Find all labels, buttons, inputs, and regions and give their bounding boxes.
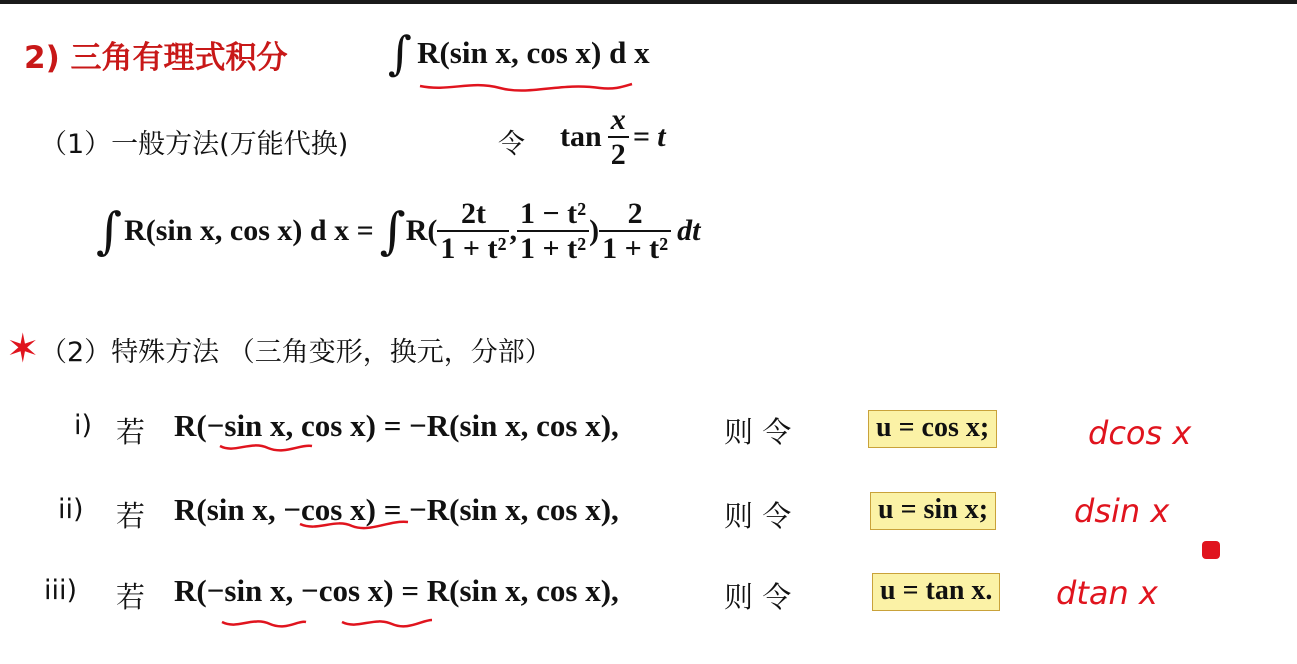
case3-underline-cos bbox=[342, 620, 432, 626]
x-over-2 bbox=[608, 104, 629, 171]
top-border bbox=[0, 0, 1297, 4]
integral-sign: ∫ bbox=[379, 202, 406, 261]
universal-formula bbox=[96, 198, 701, 265]
case2-then: 则 令 bbox=[724, 499, 792, 533]
case1-substitution: u = cos x; bbox=[868, 410, 997, 448]
eq-t: = t bbox=[632, 120, 666, 154]
frac-num: 1 − t² bbox=[519, 197, 587, 230]
method1-let: 令 bbox=[498, 129, 525, 160]
case1-underline bbox=[220, 445, 312, 450]
formula-lhs: R(sin x, cos x) d x = bbox=[124, 214, 374, 248]
case3-then: 则 令 bbox=[724, 580, 792, 614]
case3-ruo: 若 bbox=[116, 580, 146, 614]
title-underline bbox=[420, 84, 632, 91]
case2-number: ii) bbox=[58, 494, 84, 525]
integral-sign: ∫ bbox=[96, 202, 123, 261]
frac-den: 2 bbox=[608, 136, 629, 171]
frac-den: 1 + t² bbox=[437, 230, 509, 265]
case3-expr: R(−sin x, −cos x) = R(sin x, cos x), bbox=[174, 573, 619, 608]
close-paren: ) bbox=[589, 214, 600, 248]
title-integral bbox=[388, 26, 650, 80]
case3-number: iii) bbox=[44, 575, 78, 606]
section-title: 2) 三角有理式积分 bbox=[24, 40, 288, 76]
case1-note: dcos x bbox=[1088, 414, 1192, 452]
case1-number: i) bbox=[74, 410, 93, 441]
case3-substitution: u = tan x. bbox=[872, 573, 1000, 611]
case2-note: dsin x bbox=[1074, 492, 1170, 530]
fraction-3 bbox=[599, 198, 671, 265]
fraction-1 bbox=[437, 198, 509, 265]
frac-num: 2 bbox=[627, 197, 643, 230]
tan-label: tan bbox=[560, 120, 602, 154]
method1-substitution bbox=[560, 104, 666, 171]
formula-r-open: R( bbox=[405, 214, 438, 248]
dt: dt bbox=[677, 214, 701, 248]
frac-num: 2t bbox=[460, 197, 486, 230]
fraction-2 bbox=[517, 198, 589, 265]
case1-then: 则 令 bbox=[724, 415, 792, 449]
frac-den: 1 + t² bbox=[599, 230, 671, 265]
frac-num: x bbox=[610, 103, 626, 136]
comma: , bbox=[509, 214, 517, 248]
case1-expr: R(−sin x, cos x) = −R(sin x, cos x), bbox=[174, 408, 619, 443]
integral-sign: ∫ bbox=[388, 26, 412, 80]
method1-label: （1）一般方法(万能代换) bbox=[40, 129, 349, 160]
case2-substitution: u = sin x; bbox=[870, 492, 996, 530]
case3-note: dtan x bbox=[1056, 574, 1158, 612]
red-dot-icon bbox=[1202, 541, 1220, 559]
case2-ruo: 若 bbox=[116, 499, 146, 533]
case2-expr: R(sin x, −cos x) = −R(sin x, cos x), bbox=[174, 492, 619, 527]
method2-label: （2）特殊方法 （三角变形，换元，分部） bbox=[40, 337, 552, 368]
title-integrand: R(sin x, cos x) d x bbox=[417, 35, 650, 70]
asterisk-mark-icon: ✶ bbox=[6, 326, 40, 372]
frac-den: 1 + t² bbox=[517, 230, 589, 265]
case1-ruo: 若 bbox=[116, 415, 146, 449]
case3-underline-sin bbox=[222, 621, 306, 626]
